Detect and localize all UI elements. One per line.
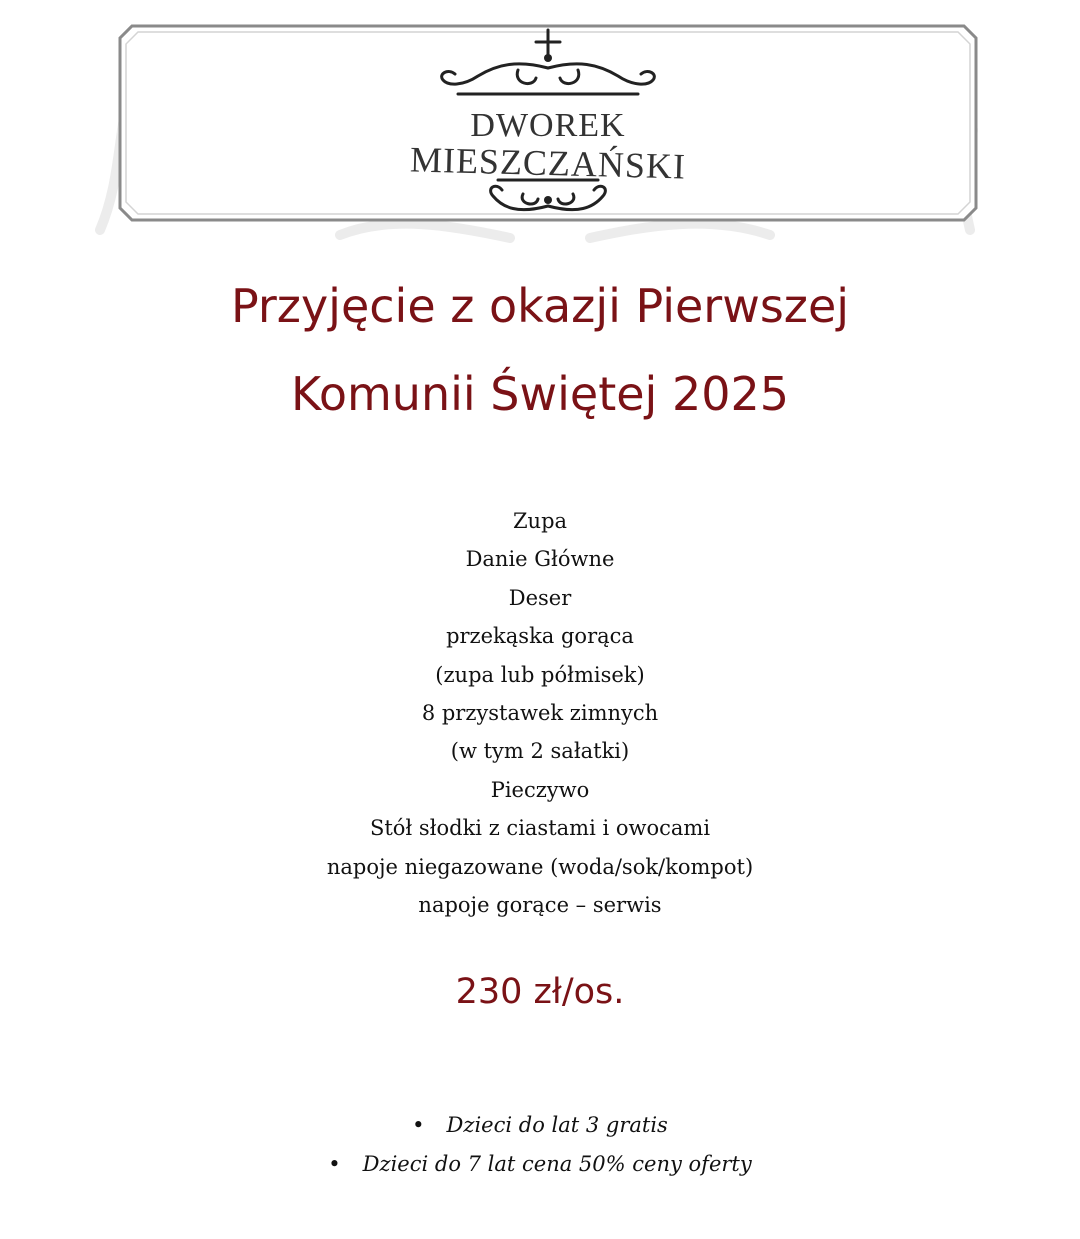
title-line-1: Przyjęcie z okazji Pierwszej [230, 279, 850, 333]
note-text: Dzieci do 7 lat cena 50% ceny oferty [362, 1152, 752, 1176]
menu-item: napoje niegazowane (woda/sok/kompot) [326, 854, 754, 879]
logo-line-1: DWOREK [470, 107, 626, 144]
title-line-2: Komunii Świętej 2025 [290, 367, 790, 421]
notes-list [0, 1106, 1080, 1184]
bullet-icon: • [328, 1152, 341, 1176]
menu-item: przekąska gorąca [446, 624, 634, 649]
note-text: Dzieci do lat 3 gratis [446, 1113, 668, 1137]
menu-list [0, 502, 1080, 924]
list-item [0, 1145, 1080, 1184]
bullet-icon: • [412, 1113, 425, 1137]
list-item [0, 1106, 1080, 1145]
logo-line-2: MIESZCZAŃSKI [409, 139, 687, 187]
menu-item: Stół słodki z ciastami i owocami [369, 816, 711, 841]
menu-item: Deser [508, 585, 572, 610]
menu-item: (w tym 2 sałatki) [450, 739, 630, 764]
menu-item: 8 przystawek zimnych [421, 700, 659, 725]
menu-item: Zupa [512, 509, 568, 533]
menu-item: Pieczywo [490, 777, 590, 802]
page-title [0, 262, 1080, 438]
price: 230 zł/os. [455, 972, 625, 1012]
menu-item: napoje gorące – serwis [418, 892, 662, 917]
menu-item: (zupa lub półmisek) [435, 662, 645, 687]
menu-item: Danie Główne [465, 547, 615, 572]
header-banner [90, 0, 1006, 245]
